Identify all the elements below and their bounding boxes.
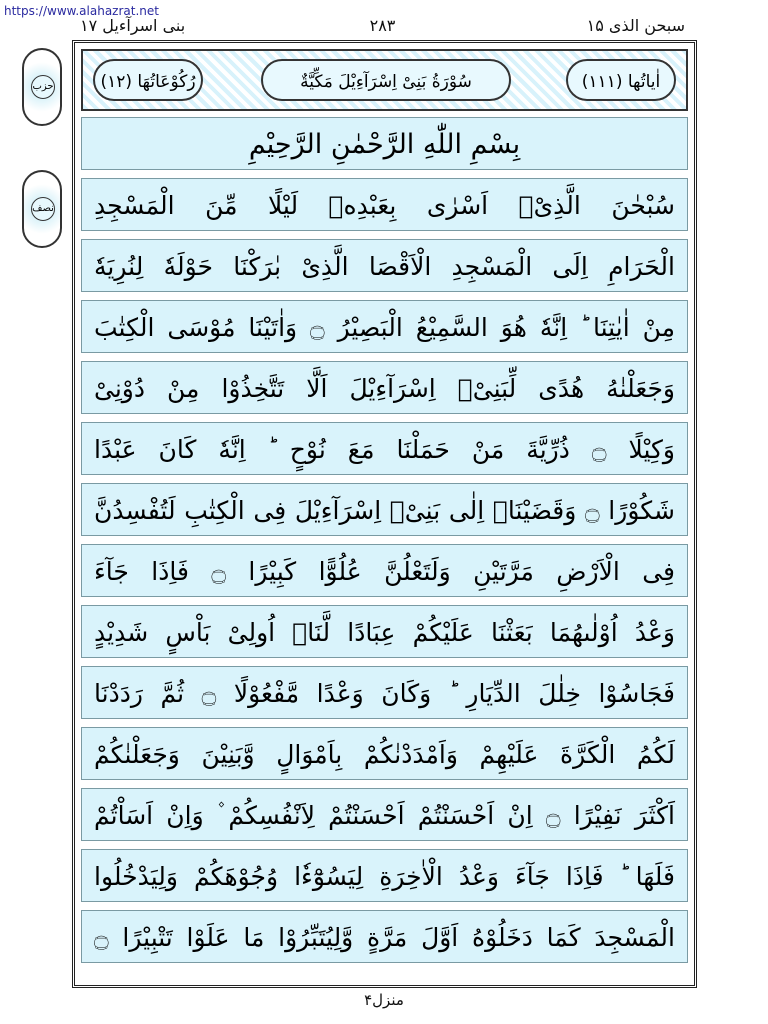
verse-line: الْمَسْجِدَ كَمَا دَخَلُوْهُ اَوَّلَ مَرَّةٍ وَّلِیُتَبِّرُوْا مَا عَلَوْا تَتْبِیْرًا ۝ bbox=[81, 910, 688, 963]
manzil-marker: منزل۴ bbox=[364, 991, 404, 1009]
page-number: ۲۸۳ bbox=[369, 16, 396, 35]
verse-line: مِنْ اٰیٰتِنَا ؕ اِنَّهٗ هُوَ السَّمِیْعُ الْبَصِیْرُ ۝ وَاٰتَیْنَا مُوْسَی الْكِتٰبَ bbox=[81, 300, 688, 353]
verse-line: فِی الْاَرْضِ مَرَّتَیْنِ وَلَتَعْلُنَّ عُلُوًّا كَبِیْرًا ۝ فَاِذَا جَآءَ bbox=[81, 544, 688, 597]
nisf-marker-label: نصف bbox=[31, 197, 55, 221]
bismillah-line: بِسْمِ اللّٰهِ الرَّحْمٰنِ الرَّحِیْمِ bbox=[81, 117, 688, 170]
surah-title: سُوْرَةُ بَنِیْ اِسْرَآءِیْلَ مَکِّیَّةٌ bbox=[261, 59, 511, 101]
verse-line: لَكُمُ الْكَرَّةَ عَلَیْهِمْ وَاَمْدَدْنٰكُمْ بِاَمْوَالٍ وَّبَنِیْنَ وَجَعَلْنٰكُمْ bbox=[81, 727, 688, 780]
verse-line: سُبْحٰنَ الَّذِیْۤ اَسْرٰی بِعَبْدِهٖ لَیْلًا مِّنَ الْمَسْجِدِ bbox=[81, 178, 688, 231]
verse-line: اَكْثَرَ نَفِیْرًا ۝ اِنْ اَحْسَنْتُمْ اَحْسَنْتُمْ لِاَنْفُسِكُمْ ۫ وَاِنْ اَسَاْتُمْ bbox=[81, 788, 688, 841]
surah-banner bbox=[81, 49, 688, 111]
verse-line: وَعْدُ اُوْلٰىهُمَا بَعَثْنَا عَلَیْكُمْ عِبَادًا لَّنَاۤ اُولِیْ بَاْسٍ شَدِیْدٍ bbox=[81, 605, 688, 658]
verse-line: وَجَعَلْنٰهُ هُدًی لِّبَنِیْۤ اِسْرَآءِیْلَ اَلَّا تَتَّخِذُوْا مِنْ دُوْنِیْ bbox=[81, 361, 688, 414]
verses-count: اٰیاتُها (۱۱۱) bbox=[566, 59, 676, 101]
verse-line: فَلَهَا ؕ فَاِذَا جَآءَ وَعْدُ الْاٰخِرَةِ لِیَسُوْٓءٗا وُجُوْهَكُمْ وَلِیَدْخُلُوا bbox=[81, 849, 688, 902]
hizb-marker-label: حزب bbox=[31, 75, 55, 99]
source-url[interactable]: https://www.alahazrat.net bbox=[4, 4, 159, 18]
verse-lines bbox=[81, 117, 688, 977]
verse-line: شَكُوْرًا ۝ وَقَضَیْنَاۤ اِلٰی بَنِیْۤ اِسْرَآءِیْلَ فِی الْكِتٰبِ لَتُفْسِدُنَّ bbox=[81, 483, 688, 536]
hizb-marker-icon bbox=[22, 48, 62, 126]
verse-line: وَكِیْلًا ۝ ذُرِّیَّةَ مَنْ حَمَلْنَا مَعَ نُوْحٍ ؕ اِنَّهٗ كَانَ عَبْدًا bbox=[81, 422, 688, 475]
page-header bbox=[70, 16, 695, 38]
verse-line: فَجَاسُوْا خِلٰلَ الدِّیَارِ ؕ وَكَانَ وَعْدًا مَّفْعُوْلًا ۝ ثُمَّ رَدَدْنَا bbox=[81, 666, 688, 719]
nisf-marker-icon bbox=[22, 170, 62, 248]
rukus-count: رُکُوْعَاتُهَا (۱۲) bbox=[93, 59, 203, 101]
quran-page bbox=[72, 40, 697, 988]
verse-line: الْحَرَامِ اِلَی الْمَسْجِدِ الْاَقْصَا الَّذِیْ بٰرَكْنَا حَوْلَهٗ لِنُرِیَهٗ bbox=[81, 239, 688, 292]
header-surah-name: بنی اسرآءیل ۱۷ bbox=[80, 16, 186, 35]
header-para-name: سبحن الذی ۱۵ bbox=[586, 16, 685, 35]
